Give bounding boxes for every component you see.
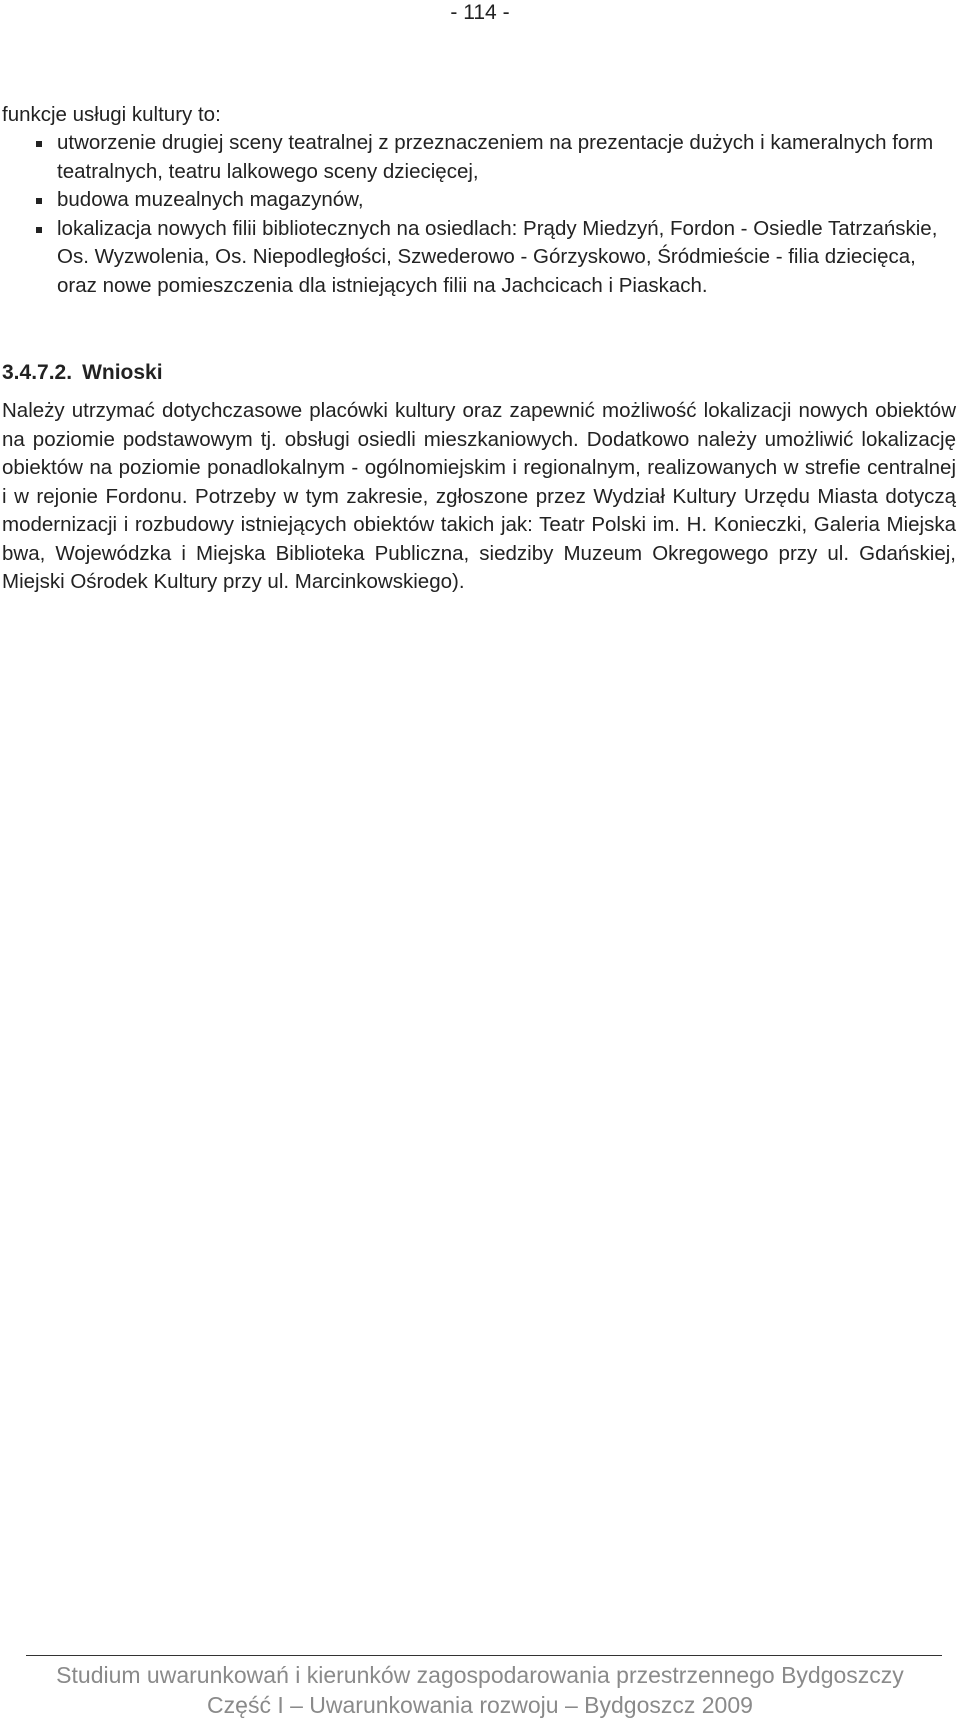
page-number: - 114 - xyxy=(450,1,510,24)
list-item-text: budowa muzealnych magazynów, xyxy=(57,188,364,211)
page-footer xyxy=(0,1660,960,1720)
list-item xyxy=(0,186,957,215)
bullet-list xyxy=(0,129,957,300)
footer-line-2: Część I – Uwarunkowania rozwoju – Bydgoszcz 2009 xyxy=(207,1692,753,1718)
square-bullet-icon xyxy=(36,198,42,204)
section-number: 3.4.7.2. xyxy=(2,361,73,384)
section-heading xyxy=(2,359,163,387)
footer-divider xyxy=(26,1655,942,1656)
intro-text: funkcje usługi kultury to: xyxy=(2,103,221,126)
list-item-text: utworzenie drugiej sceny teatralnej z przeznaczeniem na prezentacje dużych i kameralnych form teatralnych, teatru lalkowego sceny dziecięcej, xyxy=(57,131,934,183)
section-title: Wnioski xyxy=(82,361,163,384)
list-item-text: lokalizacja nowych filii bibliotecznych na osiedlach: Prądy Miedzyń, Fordon - Osiedle Tatrzańskie, Os. Wyzwolenia, Os. Niepodległości, Szwederowo - Górzyskowo, Śródmieście - filia dziecięca, oraz nowe pomieszczenia dla istniejących filii na Jachcicach i Piaskach. xyxy=(57,216,938,297)
body-paragraph: Należy utrzymać dotychczasowe placówki kultury oraz zapewnić możliwość lokalizacji nowych obiektów na poziomie podstawowym tj. obsługi osiedli mieszkaniowych. Dodatkowo należy umożliwić lokalizację obiektów na poziomie ponadlokalnym - ogólnomiejskim i regionalnym, realizowanych w strefie centralnej i w rejonie Fordonu. Potrzeby w tym zakresie, zgłoszone przez Wydział Kultury Urzędu Miasta dotyczą modernizacji i rozbudowy istniejących obiektów takich jak: Teatr Polski im. H. Konieczki, Galeria Miejska bwa, Wojewódzka i Miejska Biblioteka Publiczna, siedziby Muzeum Okregowego przy ul. Gdańskiej, Miejski Ośrodek Kultury przy ul. Marcinkowskiego). xyxy=(2,399,956,593)
list-item xyxy=(0,215,957,301)
square-bullet-icon xyxy=(36,141,42,147)
footer-line-1: Studium uwarunkowań i kierunków zagospodarowania przestrzennego Bydgoszczy xyxy=(56,1662,904,1688)
list-item xyxy=(0,129,957,186)
square-bullet-icon xyxy=(36,227,42,233)
